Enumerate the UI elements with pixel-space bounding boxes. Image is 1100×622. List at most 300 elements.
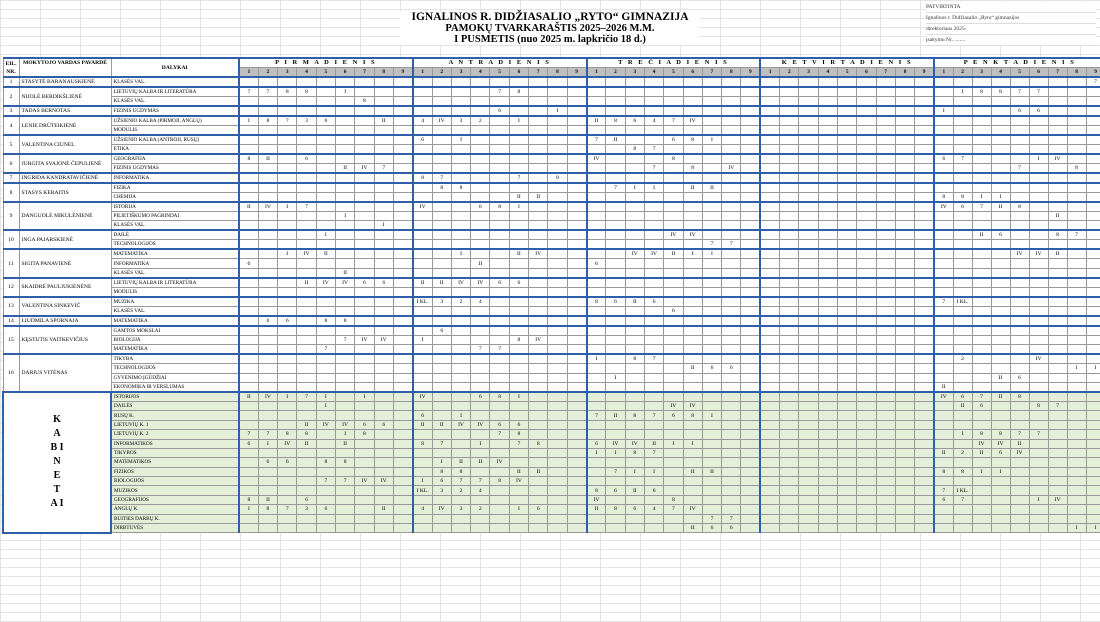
schedule-cell: 6 [355, 278, 374, 288]
schedule-cell [799, 221, 818, 231]
schedule-cell [625, 420, 644, 429]
schedule-cell [490, 439, 509, 448]
schedule-cell [915, 524, 934, 533]
schedule-cell: IV [1048, 495, 1067, 504]
schedule-cell [760, 268, 779, 278]
schedule-cell [587, 326, 606, 336]
subject-name: UŽSIENIO KALBA (ANTROJI, RUSŲ) [111, 135, 239, 145]
schedule-cell [876, 392, 895, 402]
schedule-cell [297, 345, 316, 355]
schedule-cell [664, 259, 683, 268]
schedule-cell [490, 249, 509, 259]
schedule-cell [413, 316, 432, 326]
schedule-cell [780, 392, 799, 402]
schedule-cell [760, 382, 779, 392]
schedule-cell [857, 259, 876, 268]
schedule-cell [876, 297, 895, 307]
schedule-cell [471, 316, 490, 326]
schedule-cell [509, 259, 528, 268]
schedule-cell [587, 316, 606, 326]
schedule-cell [915, 97, 934, 107]
schedule-cell [606, 392, 625, 402]
schedule-cell: 6 [413, 411, 432, 420]
schedule-cell [432, 193, 451, 203]
schedule-cell [915, 297, 934, 307]
schedule-cell [1067, 345, 1086, 355]
teacher-row [3, 354, 1100, 364]
schedule-cell [760, 202, 779, 212]
subject-name: DAILĖ [111, 230, 239, 240]
schedule-cell [876, 524, 895, 533]
schedule-cell [239, 486, 258, 495]
schedule-cell [702, 306, 721, 316]
schedule-cell [1029, 212, 1048, 221]
schedule-cell [278, 268, 297, 278]
schedule-cell [1067, 448, 1086, 457]
schedule-cell [413, 401, 432, 410]
schedule-cell [818, 193, 837, 203]
schedule-cell: 7 [490, 430, 509, 439]
schedule-cell [895, 524, 914, 533]
schedule-cell [760, 278, 779, 288]
schedule-cell [991, 154, 1010, 164]
schedule-cell [799, 420, 818, 429]
schedule-cell [780, 467, 799, 476]
schedule-cell [625, 401, 644, 410]
schedule-cell [953, 326, 972, 336]
teacher-row [3, 116, 1100, 126]
schedule-cell [451, 154, 470, 164]
schedule-cell [895, 230, 914, 240]
schedule-cell [374, 135, 393, 145]
col-header-teacher: MOKYTOJO VARDAS PAVARDĖ [19, 58, 111, 77]
schedule-cell [471, 230, 490, 240]
schedule-cell: 6 [722, 524, 741, 533]
schedule-cell [664, 173, 683, 183]
schedule-cell [780, 77, 799, 87]
period-number: 5 [316, 68, 335, 78]
schedule-cell [1010, 287, 1029, 297]
schedule-cell [991, 420, 1010, 429]
schedule-cell [972, 221, 991, 231]
schedule-cell [741, 154, 760, 164]
schedule-cell [587, 145, 606, 155]
schedule-cell [972, 364, 991, 373]
schedule-cell [915, 154, 934, 164]
schedule-cell [529, 306, 548, 316]
schedule-cell [1086, 448, 1100, 457]
schedule-cell [741, 458, 760, 467]
schedule-cell: 6 [625, 505, 644, 514]
schedule-cell [490, 230, 509, 240]
schedule-cell [780, 287, 799, 297]
schedule-cell: I [335, 430, 354, 439]
schedule-cell [374, 306, 393, 316]
schedule-cell [683, 278, 702, 288]
schedule-cell [625, 392, 644, 402]
schedule-cell [644, 306, 663, 316]
teacher-row [3, 126, 1100, 136]
schedule-cell [972, 524, 991, 533]
schedule-cell [413, 154, 432, 164]
schedule-cell [780, 240, 799, 250]
schedule-cell: IV [1010, 448, 1029, 457]
schedule-cell [374, 202, 393, 212]
schedule-cell [393, 135, 412, 145]
schedule-cell [625, 173, 644, 183]
schedule-cell [915, 382, 934, 392]
schedule-cell [1086, 193, 1100, 203]
schedule-cell [316, 193, 335, 203]
schedule-cell [432, 306, 451, 316]
schedule-cell [799, 77, 818, 87]
schedule-cell: 3 [451, 505, 470, 514]
schedule-cell [529, 126, 548, 136]
schedule-cell [548, 230, 567, 240]
period-number: 5 [490, 68, 509, 78]
schedule-cell [393, 306, 412, 316]
schedule-title: PAMOKŲ TVARKARAŠTIS 2025–2026 M.M. [445, 23, 655, 34]
schedule-cell [644, 458, 663, 467]
schedule-cell [451, 364, 470, 373]
schedule-cell [413, 249, 432, 259]
schedule-cell [393, 268, 412, 278]
schedule-cell [567, 249, 586, 259]
schedule-cell [432, 87, 451, 97]
schedule-cell [548, 306, 567, 316]
schedule-cell [1029, 183, 1048, 193]
schedule-cell [722, 335, 741, 344]
schedule-cell [722, 411, 741, 420]
schedule-cell [529, 202, 548, 212]
schedule-cell [355, 448, 374, 457]
schedule-cell [934, 373, 953, 382]
schedule-cell [876, 306, 895, 316]
teacher-row [3, 259, 1100, 268]
schedule-cell [587, 268, 606, 278]
schedule-cell [297, 106, 316, 116]
schedule-cell [490, 77, 509, 87]
schedule-cell [972, 77, 991, 87]
schedule-cell [432, 77, 451, 87]
schedule-cell [1029, 411, 1048, 420]
room-name: ANGLŲ K. [111, 505, 239, 514]
schedule-cell [374, 87, 393, 97]
schedule-cell [606, 212, 625, 221]
schedule-cell [335, 401, 354, 410]
subject-name: ETIKA [111, 145, 239, 155]
schedule-cell: II [451, 458, 470, 467]
schedule-cell: 8 [972, 87, 991, 97]
schedule-cell [355, 221, 374, 231]
schedule-cell [374, 297, 393, 307]
schedule-cell [374, 77, 393, 87]
teacher-row [3, 297, 1100, 307]
schedule-cell [644, 524, 663, 533]
schedule-cell [509, 316, 528, 326]
schedule-cell [644, 135, 663, 145]
schedule-cell: IV [432, 505, 451, 514]
schedule-cell [799, 306, 818, 316]
schedule-cell [374, 495, 393, 504]
schedule-cell [760, 477, 779, 486]
schedule-cell [509, 287, 528, 297]
schedule-cell [1086, 505, 1100, 514]
schedule-cell [509, 524, 528, 533]
schedule-cell [1067, 495, 1086, 504]
schedule-cell: II [239, 392, 258, 402]
teacher-number: 6 [3, 154, 19, 173]
schedule-cell [857, 364, 876, 373]
schedule-cell [587, 193, 606, 203]
schedule-cell [972, 278, 991, 288]
schedule-cell [1010, 116, 1029, 126]
schedule-cell [1010, 316, 1029, 326]
schedule-cell [664, 202, 683, 212]
schedule-cell: 7 [509, 439, 528, 448]
subject-name: KLASĖS VAL. [111, 221, 239, 231]
schedule-cell [529, 373, 548, 382]
schedule-cell [1048, 202, 1067, 212]
schedule-cell [509, 514, 528, 523]
schedule-cell [567, 467, 586, 476]
schedule-cell [258, 164, 277, 174]
schedule-cell [799, 439, 818, 448]
schedule-cell [625, 193, 644, 203]
schedule-cell [702, 97, 721, 107]
schedule-cell [895, 240, 914, 250]
schedule-cell [1048, 316, 1067, 326]
schedule-cell [529, 77, 548, 87]
schedule-cell [818, 183, 837, 193]
schedule-cell [644, 373, 663, 382]
schedule-cell [239, 524, 258, 533]
schedule-cell [895, 316, 914, 326]
schedule-cell [451, 87, 470, 97]
schedule-cell [393, 486, 412, 495]
schedule-cell [413, 354, 432, 364]
schedule-cell [1086, 297, 1100, 307]
schedule-cell: 8 [509, 335, 528, 344]
teacher-name: NIJOLĖ BERDIKŠLIENĖ [19, 87, 111, 106]
schedule-cell [760, 458, 779, 467]
schedule-cell [567, 221, 586, 231]
schedule-cell [838, 486, 857, 495]
schedule-cell: 6 [316, 505, 335, 514]
schedule-cell [548, 193, 567, 203]
schedule-cell [722, 505, 741, 514]
schedule-cell [934, 259, 953, 268]
schedule-cell [1086, 173, 1100, 183]
schedule-cell [335, 345, 354, 355]
teacher-row [3, 145, 1100, 155]
schedule-cell [432, 97, 451, 107]
schedule-cell [799, 326, 818, 336]
schedule-cell [587, 212, 606, 221]
schedule-cell [1086, 335, 1100, 344]
schedule-cell [818, 297, 837, 307]
schedule-cell [1086, 135, 1100, 145]
schedule-cell [471, 106, 490, 116]
schedule-cell [490, 221, 509, 231]
schedule-cell [490, 514, 509, 523]
schedule-cell [702, 401, 721, 410]
schedule-cell [741, 373, 760, 382]
schedule-cell [587, 382, 606, 392]
schedule-cell [818, 249, 837, 259]
schedule-cell [760, 154, 779, 164]
schedule-cell [297, 240, 316, 250]
schedule-cell [991, 505, 1010, 514]
schedule-cell [451, 401, 470, 410]
schedule-cell [374, 230, 393, 240]
schedule-cell [741, 495, 760, 504]
schedule-cell [741, 382, 760, 392]
schedule-cell [393, 154, 412, 164]
schedule-cell [1029, 439, 1048, 448]
schedule-cell [587, 345, 606, 355]
schedule-cell [239, 183, 258, 193]
schedule-cell [953, 364, 972, 373]
schedule-cell: 2 [451, 486, 470, 495]
schedule-cell [374, 259, 393, 268]
schedule-cell [1048, 106, 1067, 116]
schedule-cell [1067, 193, 1086, 203]
schedule-cell [374, 411, 393, 420]
schedule-cell [972, 316, 991, 326]
schedule-cell [799, 411, 818, 420]
schedule-cell [915, 448, 934, 457]
schedule-cell: 7 [587, 411, 606, 420]
schedule-cell [857, 278, 876, 288]
schedule-cell [1010, 477, 1029, 486]
schedule-cell [1029, 221, 1048, 231]
schedule-cell: 8 [1067, 164, 1086, 174]
schedule-cell [991, 173, 1010, 183]
schedule-cell [953, 116, 972, 126]
schedule-cell [722, 183, 741, 193]
schedule-cell [239, 364, 258, 373]
schedule-cell [780, 183, 799, 193]
schedule-cell: 8 [664, 154, 683, 164]
schedule-cell [413, 306, 432, 316]
schedule-cell [606, 87, 625, 97]
schedule-cell [1048, 278, 1067, 288]
schedule-cell [895, 335, 914, 344]
schedule-cell [838, 212, 857, 221]
schedule-cell [780, 212, 799, 221]
schedule-cell [258, 524, 277, 533]
schedule-cell [567, 230, 586, 240]
school-title: IGNALINOS R. DIDŽIASALIO „RYTO“ GIMNAZIJA [411, 11, 689, 23]
period-number: 1 [934, 68, 953, 78]
schedule-cell: II [335, 164, 354, 174]
teacher-row [3, 230, 1100, 240]
schedule-cell [239, 316, 258, 326]
schedule-cell [972, 495, 991, 504]
schedule-cell: 7 [278, 116, 297, 126]
schedule-cell [760, 495, 779, 504]
schedule-cell [490, 145, 509, 155]
schedule-cell [335, 183, 354, 193]
schedule-cell [876, 259, 895, 268]
schedule-cell: IV [606, 439, 625, 448]
schedule-cell [741, 221, 760, 231]
schedule-cell [895, 173, 914, 183]
schedule-cell: 7 [644, 448, 663, 457]
schedule-cell [1010, 268, 1029, 278]
schedule-cell [625, 97, 644, 107]
schedule-cell [876, 173, 895, 183]
schedule-cell [1029, 135, 1048, 145]
schedule-cell [741, 164, 760, 174]
schedule-cell [780, 326, 799, 336]
schedule-cell [1048, 164, 1067, 174]
schedule-cell [799, 486, 818, 495]
schedule-cell [644, 202, 663, 212]
schedule-cell: II [1048, 249, 1067, 259]
schedule-cell [432, 495, 451, 504]
schedule-cell [1086, 183, 1100, 193]
schedule-cell [953, 259, 972, 268]
schedule-cell [953, 212, 972, 221]
schedule-cell [413, 164, 432, 174]
schedule-cell: 8 [278, 87, 297, 97]
schedule-cell: 3 [451, 116, 470, 126]
schedule-cell [471, 249, 490, 259]
schedule-cell [915, 345, 934, 355]
schedule-cell [664, 514, 683, 523]
teacher-name: SKAIDRĖ PAULIUKIENĖNE [19, 278, 111, 297]
schedule-cell [741, 249, 760, 259]
schedule-cell [432, 411, 451, 420]
teacher-number: 2 [3, 87, 19, 106]
schedule-cell [529, 477, 548, 486]
schedule-cell [876, 154, 895, 164]
period-number: 7 [702, 68, 721, 78]
schedule-cell [587, 230, 606, 240]
schedule-cell [1010, 259, 1029, 268]
schedule-cell [451, 335, 470, 344]
schedule-cell [374, 486, 393, 495]
schedule-cell [991, 259, 1010, 268]
schedule-cell [953, 345, 972, 355]
schedule-cell [1029, 524, 1048, 533]
schedule-cell [991, 240, 1010, 250]
schedule-cell [953, 183, 972, 193]
schedule-cell [471, 173, 490, 183]
schedule-cell [857, 505, 876, 514]
schedule-cell [838, 135, 857, 145]
schedule-cell [471, 135, 490, 145]
schedule-cell: 4 [413, 505, 432, 514]
schedule-cell: 8 [972, 430, 991, 439]
schedule-cell [664, 458, 683, 467]
schedule-cell [471, 514, 490, 523]
schedule-cell [818, 221, 837, 231]
schedule-cell [1067, 287, 1086, 297]
schedule-cell [1086, 458, 1100, 467]
schedule-cell: 8 [934, 467, 953, 476]
schedule-cell [393, 373, 412, 382]
schedule-cell [374, 524, 393, 533]
schedule-cell [606, 364, 625, 373]
schedule-cell [644, 392, 663, 402]
schedule-cell: 7 [335, 335, 354, 344]
schedule-cell [876, 354, 895, 364]
schedule-cell [393, 505, 412, 514]
schedule-cell [335, 514, 354, 523]
